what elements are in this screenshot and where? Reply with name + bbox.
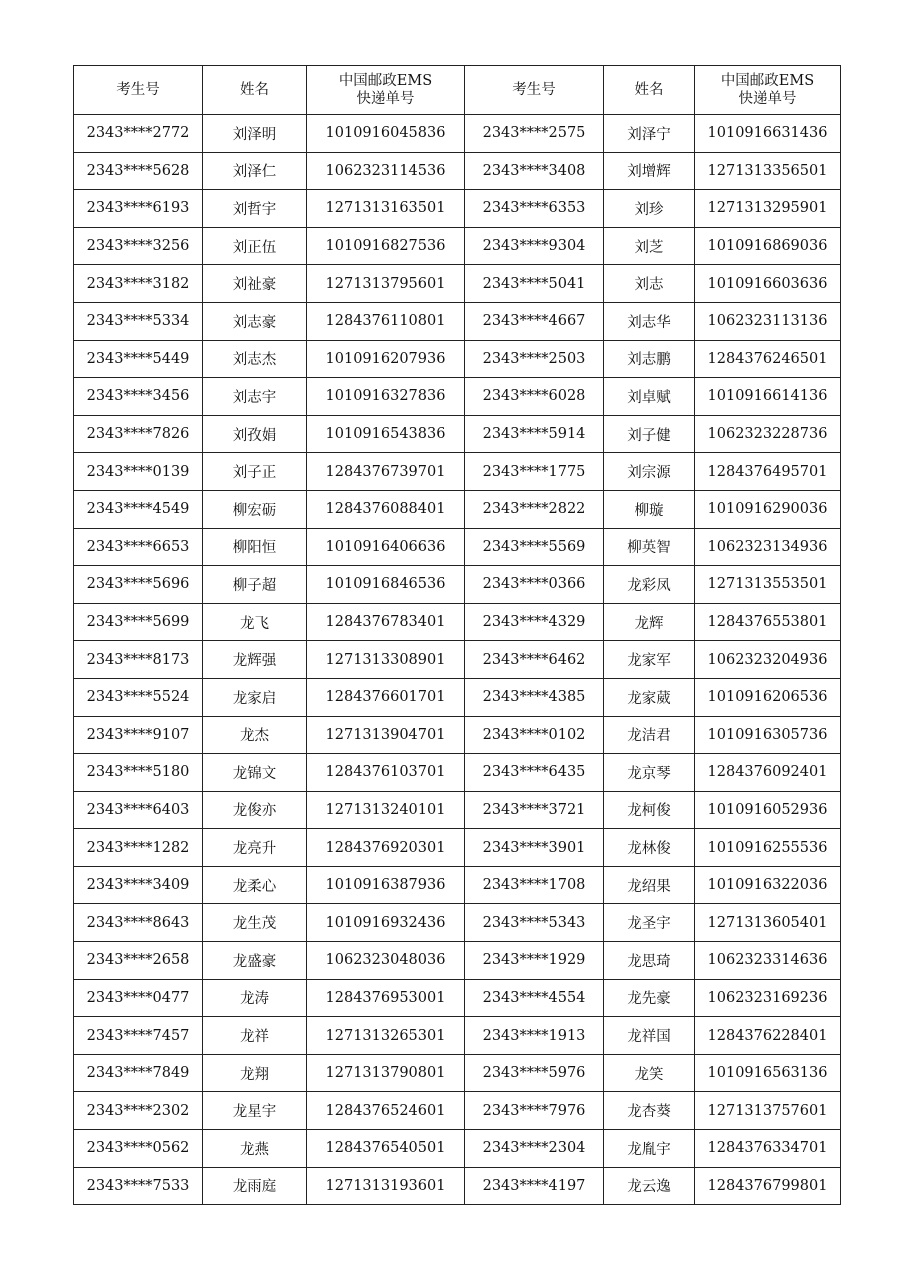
exam-no-cell: 2343****5449 <box>74 340 203 378</box>
ems-number-cell: 1062323114536 <box>307 152 465 190</box>
exam-no-cell: 2343****6193 <box>74 190 203 228</box>
exam-no-cell: 2343****8643 <box>74 904 203 942</box>
name-cell-right: 龙彩凤 <box>604 566 695 604</box>
ems-number-cell: 1271313240101 <box>307 791 465 829</box>
exam-no-cell: 2343****3256 <box>74 227 203 265</box>
table-row <box>74 641 841 679</box>
ems-number-cell: 1284376601701 <box>307 678 465 716</box>
exam-no-cell-right: 2343****0102 <box>465 716 604 754</box>
exam-no-cell: 2343****2302 <box>74 1092 203 1130</box>
name-cell-right: 龙京琴 <box>604 754 695 792</box>
name-cell: 柳子超 <box>203 566 307 604</box>
ems-number-cell: 1010916045836 <box>307 115 465 153</box>
ems-number-cell: 1271313904701 <box>307 716 465 754</box>
name-cell-right: 龙圣宇 <box>604 904 695 942</box>
exam-no-cell-right: 2343****1929 <box>465 942 604 980</box>
ems-number-cell: 1010916327836 <box>307 378 465 416</box>
header-ems-line1-right: 中国邮政EMS <box>720 73 815 89</box>
ems-number-cell-right: 1271313295901 <box>695 190 841 228</box>
ems-number-cell-right: 1284376553801 <box>695 603 841 641</box>
ems-number-cell-right: 1271313553501 <box>695 566 841 604</box>
ems-number-cell: 1284376103701 <box>307 754 465 792</box>
exam-no-cell: 2343****0477 <box>74 979 203 1017</box>
name-cell: 龙盛豪 <box>203 942 307 980</box>
exam-no-cell-right: 2343****5343 <box>465 904 604 942</box>
exam-no-cell: 2343****3409 <box>74 866 203 904</box>
exam-no-cell-right: 2343****1775 <box>465 453 604 491</box>
exam-no-cell-right: 2343****4385 <box>465 678 604 716</box>
exam-no-cell-right: 2343****2822 <box>465 490 604 528</box>
table-row <box>74 340 841 378</box>
table-row <box>74 1017 841 1055</box>
ems-number-cell: 1062323048036 <box>307 942 465 980</box>
name-cell-right: 刘志华 <box>604 302 695 340</box>
name-cell: 刘泽仁 <box>203 152 307 190</box>
table-row <box>74 678 841 716</box>
name-cell: 刘祉豪 <box>203 265 307 303</box>
name-cell-right: 刘子健 <box>604 415 695 453</box>
name-cell: 刘志宇 <box>203 378 307 416</box>
exam-no-cell: 2343****8173 <box>74 641 203 679</box>
exam-no-cell-right: 2343****2304 <box>465 1130 604 1168</box>
name-cell: 龙亮升 <box>203 829 307 867</box>
name-cell-right: 刘芝 <box>604 227 695 265</box>
ems-number-cell-right: 1010916631436 <box>695 115 841 153</box>
name-cell: 龙星宇 <box>203 1092 307 1130</box>
header-ems-line2-right: 快递单号 <box>738 91 797 107</box>
ems-number-cell-right: 1010916305736 <box>695 716 841 754</box>
exam-no-cell-right: 2343****3901 <box>465 829 604 867</box>
ems-number-cell-right: 1010916322036 <box>695 866 841 904</box>
name-cell: 刘子正 <box>203 453 307 491</box>
name-cell: 龙家启 <box>203 678 307 716</box>
name-cell-right: 龙林俊 <box>604 829 695 867</box>
name-cell-right: 龙绍果 <box>604 866 695 904</box>
name-cell-right: 龙洁君 <box>604 716 695 754</box>
header-exam-no-right: 考生号 <box>465 66 604 115</box>
name-cell: 柳宏砺 <box>203 490 307 528</box>
exam-no-cell: 2343****3182 <box>74 265 203 303</box>
table-row <box>74 716 841 754</box>
table-header <box>74 66 841 115</box>
name-cell: 柳阳恒 <box>203 528 307 566</box>
ems-number-cell-right: 1010916206536 <box>695 678 841 716</box>
name-cell-right: 刘宗源 <box>604 453 695 491</box>
ems-number-cell: 1284376524601 <box>307 1092 465 1130</box>
table-row <box>74 227 841 265</box>
exam-no-cell-right: 2343****0366 <box>465 566 604 604</box>
name-cell-right: 龙思琦 <box>604 942 695 980</box>
exam-no-cell-right: 2343****1708 <box>465 866 604 904</box>
header-name-right: 姓名 <box>604 66 695 115</box>
ems-number-cell-right: 1284376334701 <box>695 1130 841 1168</box>
table-row <box>74 378 841 416</box>
exam-no-cell: 2343****5524 <box>74 678 203 716</box>
exam-no-cell: 2343****0562 <box>74 1130 203 1168</box>
exam-no-cell: 2343****9107 <box>74 716 203 754</box>
ems-number-cell-right: 1010916255536 <box>695 829 841 867</box>
name-cell: 刘孜娟 <box>203 415 307 453</box>
exam-no-cell-right: 2343****4329 <box>465 603 604 641</box>
table-row <box>74 115 841 153</box>
exam-no-cell-right: 2343****6462 <box>465 641 604 679</box>
table-row <box>74 190 841 228</box>
exam-no-cell: 2343****7457 <box>74 1017 203 1055</box>
name-cell-right: 龙笑 <box>604 1054 695 1092</box>
table-row <box>74 904 841 942</box>
ems-number-cell-right: 1062323113136 <box>695 302 841 340</box>
exam-no-cell: 2343****6403 <box>74 791 203 829</box>
ems-number-cell: 1010916932436 <box>307 904 465 942</box>
header-ems-number-right <box>695 66 841 115</box>
ems-number-cell-right: 1284376799801 <box>695 1167 841 1205</box>
name-cell-right: 龙柯俊 <box>604 791 695 829</box>
ems-number-cell-right: 1271313356501 <box>695 152 841 190</box>
exam-no-cell-right: 2343****6353 <box>465 190 604 228</box>
header-ems-line2: 快递单号 <box>356 91 415 107</box>
ems-number-cell-right: 1010916052936 <box>695 791 841 829</box>
name-cell-right: 龙胤宇 <box>604 1130 695 1168</box>
ems-number-cell: 1284376953001 <box>307 979 465 1017</box>
ems-number-cell-right: 1010916614136 <box>695 378 841 416</box>
ems-number-cell: 1271313265301 <box>307 1017 465 1055</box>
exam-no-cell-right: 2343****5914 <box>465 415 604 453</box>
table-row <box>74 1092 841 1130</box>
name-cell: 龙祥 <box>203 1017 307 1055</box>
ems-number-cell-right: 1271313605401 <box>695 904 841 942</box>
header-row <box>74 66 841 115</box>
ems-number-cell: 1284376739701 <box>307 453 465 491</box>
exam-no-cell-right: 2343****4554 <box>465 979 604 1017</box>
ems-number-cell-right: 1010916290036 <box>695 490 841 528</box>
table-row <box>74 1167 841 1205</box>
name-cell: 龙锦文 <box>203 754 307 792</box>
exam-no-cell: 2343****0139 <box>74 453 203 491</box>
table-row <box>74 1130 841 1168</box>
exam-no-cell: 2343****5699 <box>74 603 203 641</box>
ems-number-cell: 1271313795601 <box>307 265 465 303</box>
name-cell: 刘哲宇 <box>203 190 307 228</box>
name-cell-right: 龙云逸 <box>604 1167 695 1205</box>
ems-tracking-table <box>73 65 841 1205</box>
table-row <box>74 566 841 604</box>
ems-number-cell: 1010916207936 <box>307 340 465 378</box>
table-row <box>74 415 841 453</box>
name-cell-right: 龙家葳 <box>604 678 695 716</box>
exam-no-cell: 2343****4549 <box>74 490 203 528</box>
exam-no-cell: 2343****7826 <box>74 415 203 453</box>
ems-number-cell-right: 1062323204936 <box>695 641 841 679</box>
ems-number-cell-right: 1010916563136 <box>695 1054 841 1092</box>
header-ems-number <box>307 66 465 115</box>
ems-number-cell: 1271313193601 <box>307 1167 465 1205</box>
ems-number-cell: 1284376920301 <box>307 829 465 867</box>
exam-no-cell-right: 2343****5976 <box>465 1054 604 1092</box>
name-cell: 龙生茂 <box>203 904 307 942</box>
ems-number-cell: 1010916406636 <box>307 528 465 566</box>
ems-number-cell: 1284376540501 <box>307 1130 465 1168</box>
name-cell-right: 刘志 <box>604 265 695 303</box>
exam-no-cell-right: 2343****7976 <box>465 1092 604 1130</box>
table-row <box>74 866 841 904</box>
exam-no-cell: 2343****7533 <box>74 1167 203 1205</box>
ems-number-cell-right: 1271313757601 <box>695 1092 841 1130</box>
name-cell: 龙涛 <box>203 979 307 1017</box>
exam-no-cell: 2343****5180 <box>74 754 203 792</box>
exam-no-cell-right: 2343****5569 <box>465 528 604 566</box>
name-cell: 龙杰 <box>203 716 307 754</box>
table-row <box>74 265 841 303</box>
exam-no-cell: 2343****5334 <box>74 302 203 340</box>
ems-number-cell: 1271313163501 <box>307 190 465 228</box>
exam-no-cell-right: 2343****6028 <box>465 378 604 416</box>
name-cell-right: 柳璇 <box>604 490 695 528</box>
table-body <box>74 115 841 1205</box>
ems-number-cell-right: 1284376495701 <box>695 453 841 491</box>
table-row <box>74 152 841 190</box>
ems-number-cell-right: 1062323314636 <box>695 942 841 980</box>
name-cell: 刘志杰 <box>203 340 307 378</box>
exam-no-cell-right: 2343****6435 <box>465 754 604 792</box>
table-row <box>74 754 841 792</box>
header-exam-no: 考生号 <box>74 66 203 115</box>
exam-no-cell: 2343****2658 <box>74 942 203 980</box>
ems-number-cell-right: 1284376092401 <box>695 754 841 792</box>
ems-number-cell: 1010916846536 <box>307 566 465 604</box>
name-cell: 龙柔心 <box>203 866 307 904</box>
exam-no-cell: 2343****5696 <box>74 566 203 604</box>
table-row <box>74 302 841 340</box>
table-row <box>74 528 841 566</box>
name-cell-right: 刘卓赋 <box>604 378 695 416</box>
ems-number-cell: 1010916543836 <box>307 415 465 453</box>
exam-no-cell: 2343****2772 <box>74 115 203 153</box>
header-name: 姓名 <box>203 66 307 115</box>
table-row <box>74 829 841 867</box>
name-cell-right: 刘珍 <box>604 190 695 228</box>
name-cell-right: 龙先豪 <box>604 979 695 1017</box>
name-cell-right: 刘增辉 <box>604 152 695 190</box>
table-row <box>74 791 841 829</box>
name-cell-right: 龙家军 <box>604 641 695 679</box>
name-cell-right: 龙杏葵 <box>604 1092 695 1130</box>
exam-no-cell: 2343****3456 <box>74 378 203 416</box>
name-cell: 龙翔 <box>203 1054 307 1092</box>
header-ems-line1: 中国邮政EMS <box>338 73 433 89</box>
exam-no-cell-right: 2343****4197 <box>465 1167 604 1205</box>
name-cell-right: 刘泽宁 <box>604 115 695 153</box>
ems-number-cell: 1010916827536 <box>307 227 465 265</box>
exam-no-cell-right: 2343****3408 <box>465 152 604 190</box>
exam-no-cell-right: 2343****5041 <box>465 265 604 303</box>
ems-number-cell: 1271313790801 <box>307 1054 465 1092</box>
ems-number-cell: 1010916387936 <box>307 866 465 904</box>
ems-number-cell: 1284376110801 <box>307 302 465 340</box>
ems-number-cell: 1284376088401 <box>307 490 465 528</box>
exam-no-cell: 2343****1282 <box>74 829 203 867</box>
ems-number-cell-right: 1010916869036 <box>695 227 841 265</box>
name-cell: 刘正伍 <box>203 227 307 265</box>
ems-number-cell: 1271313308901 <box>307 641 465 679</box>
table-row <box>74 979 841 1017</box>
name-cell: 龙俊亦 <box>203 791 307 829</box>
ems-number-cell: 1284376783401 <box>307 603 465 641</box>
name-cell-right: 刘志鹏 <box>604 340 695 378</box>
ems-number-cell-right: 1284376246501 <box>695 340 841 378</box>
exam-no-cell-right: 2343****4667 <box>465 302 604 340</box>
name-cell: 刘志豪 <box>203 302 307 340</box>
name-cell: 刘泽明 <box>203 115 307 153</box>
name-cell: 龙飞 <box>203 603 307 641</box>
ems-number-cell-right: 1284376228401 <box>695 1017 841 1055</box>
ems-number-cell-right: 1010916603636 <box>695 265 841 303</box>
name-cell: 龙燕 <box>203 1130 307 1168</box>
exam-no-cell-right: 2343****9304 <box>465 227 604 265</box>
exam-no-cell: 2343****5628 <box>74 152 203 190</box>
exam-no-cell: 2343****6653 <box>74 528 203 566</box>
exam-no-cell-right: 2343****1913 <box>465 1017 604 1055</box>
exam-no-cell-right: 2343****2575 <box>465 115 604 153</box>
name-cell-right: 柳英智 <box>604 528 695 566</box>
table-row <box>74 490 841 528</box>
table-row <box>74 1054 841 1092</box>
name-cell-right: 龙祥国 <box>604 1017 695 1055</box>
table-row <box>74 942 841 980</box>
exam-no-cell: 2343****7849 <box>74 1054 203 1092</box>
table-row <box>74 603 841 641</box>
name-cell: 龙雨庭 <box>203 1167 307 1205</box>
table-row <box>74 453 841 491</box>
ems-number-cell-right: 1062323134936 <box>695 528 841 566</box>
name-cell-right: 龙辉 <box>604 603 695 641</box>
ems-number-cell-right: 1062323228736 <box>695 415 841 453</box>
ems-number-cell-right: 1062323169236 <box>695 979 841 1017</box>
exam-no-cell-right: 2343****3721 <box>465 791 604 829</box>
name-cell: 龙辉强 <box>203 641 307 679</box>
exam-no-cell-right: 2343****2503 <box>465 340 604 378</box>
